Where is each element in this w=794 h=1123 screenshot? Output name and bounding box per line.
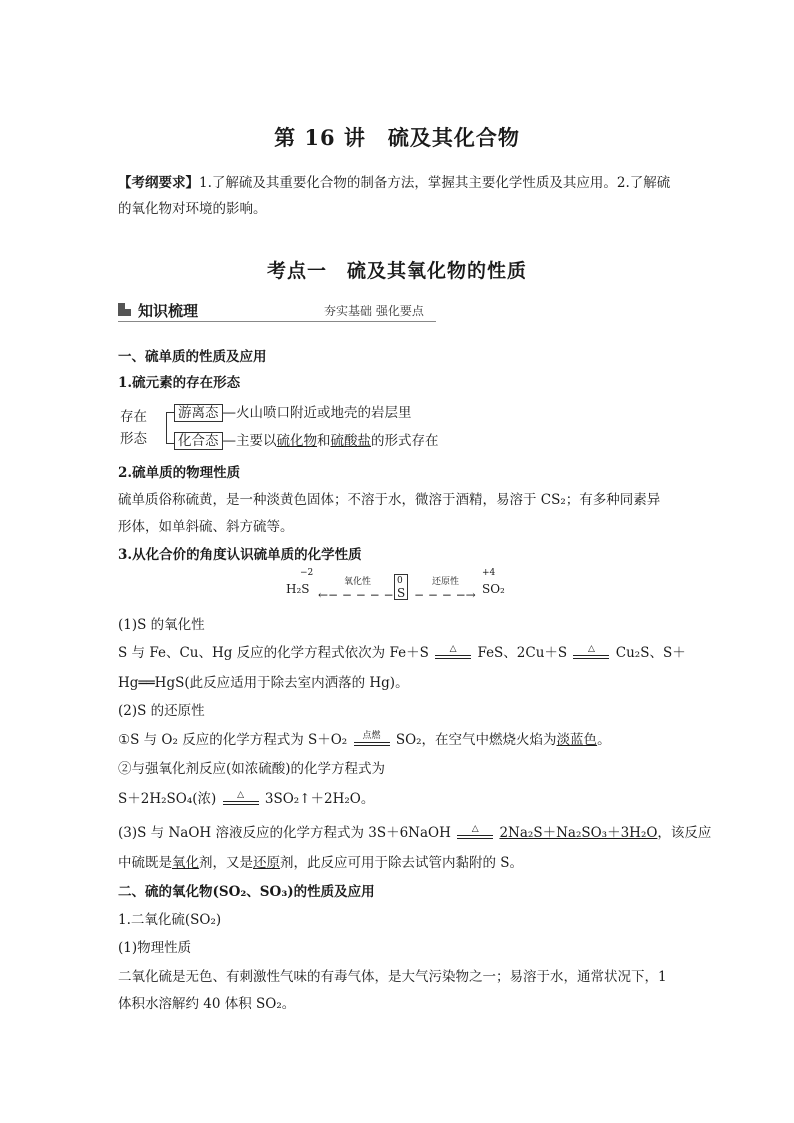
reducing-acid-left: S＋2H₂SO₄(浓) [118, 791, 217, 807]
valence-so2-value: +4 [482, 568, 496, 578]
exam-requirement-text: 1.了解硫及其重要化合物的制备方法，掌握其主要化学性质及其应用。2.了解硫 [199, 175, 671, 191]
physical-text-1: 硫单质俗称硫黄，是一种淡黄色固体；不溶于水，微溶于酒精，易溶于 CS₂；有多种同素异 [118, 492, 661, 508]
diagram-desc-free: —火山喷口附近或地壳的岩层里 [222, 405, 412, 421]
diagram-sulfide: 硫化物 [276, 433, 317, 449]
diagram-row-2 [174, 430, 439, 452]
heading-sulfur: 一、硫单质的性质及应用 [118, 349, 267, 365]
reducing-acid-eq [118, 788, 374, 810]
so2-text-2: 体积水溶解约 40 体积 SO₂。 [118, 996, 296, 1012]
banner-divider [118, 321, 436, 322]
naoh-explain [118, 852, 523, 874]
diagram-desc-c: 的形式存在 [371, 433, 439, 449]
heading-so2-physical: (1)物理性质 [118, 940, 192, 956]
reducing-o2-end: 。 [597, 732, 611, 748]
valence-s-box [394, 574, 408, 600]
oxidizing-agent: 氧化 [172, 855, 199, 871]
banner-square-notch [125, 303, 131, 309]
diagram-box-free: 游离态 [174, 404, 223, 422]
heading-chemical: 3.从化合价的角度认识硫单质的化学性质 [118, 547, 362, 563]
valence-diagram [286, 570, 526, 604]
heat-condition [571, 643, 611, 661]
existence-diagram [118, 400, 538, 456]
diagram-box-combined: 化合态 [174, 432, 223, 450]
knowledge-banner [118, 300, 436, 322]
oxidizing-eq-a: S 与 Fe、Cu、Hg 反应的化学方程式依次为 Fe＋S [118, 645, 429, 661]
heat-symbol: △ [449, 643, 457, 654]
diagram-left-1: 存在 [120, 409, 147, 425]
heading-physical: 2.硫单质的物理性质 [118, 465, 241, 481]
valence-s-value: 0 [397, 576, 403, 586]
so2-text-1: 二氧化硫是无色、有刺激性气味的有毒气体，是大气污染物之一；易溶于水，通常状况下，1 [118, 969, 667, 985]
heat-condition [221, 789, 261, 807]
naoh-explain-a: 中硫既是 [118, 855, 172, 871]
naoh-explain-c: 剂，此反应可用于除去试管内黏附的 S。 [280, 855, 524, 871]
oxidizing-eq-b: FeS、2Cu＋S [477, 645, 568, 661]
naoh-eq-left: (3)S 与 NaOH 溶液反应的化学方程式为 3S＋6NaOH [118, 825, 451, 841]
reducing-o2-a: ①S 与 O₂ 反应的化学方程式为 S＋O₂ [118, 732, 348, 748]
heat-condition [433, 643, 473, 661]
valence-reducing: 还原性 [432, 577, 460, 587]
banner-tag: 夯实基础 强化要点 [324, 304, 424, 318]
reducing-agent: 还原 [253, 855, 280, 871]
reducing-o2-b: SO₂，在空气中燃烧火焰为 [395, 732, 557, 748]
valence-arrow-left: ←− − − − − [318, 588, 394, 602]
lecture-title: 第 16 讲 硫及其化合物 [274, 125, 520, 150]
naoh-line [118, 822, 711, 844]
diagram-left-2: 形态 [120, 431, 147, 447]
reducing-acid-right: 3SO₂↑＋2H₂O。 [264, 791, 375, 807]
heading-oxides: 二、硫的氧化物(SO₂、SO₃)的性质及应用 [118, 884, 375, 900]
diagram-desc-b: 和 [317, 433, 331, 449]
valence-h2s: H₂S [286, 582, 310, 596]
banner-label: 知识梳理 [138, 302, 199, 320]
naoh-eq-products: 2Na₂S＋Na₂SO₃＋3H₂O [499, 825, 658, 841]
reducing-o2-line [118, 729, 611, 751]
exam-requirement-line1 [118, 172, 670, 194]
valence-so2: SO₂ [482, 582, 505, 596]
valence-oxidizing: 氧化性 [344, 577, 372, 587]
heading-existence: 1.硫元素的存在形态 [118, 375, 241, 391]
ignite-label: 点燃 [362, 730, 381, 741]
oxidizing-eq-line [118, 642, 686, 664]
flame-color: 淡蓝色 [556, 732, 598, 748]
valence-s: S [397, 586, 406, 600]
exam-requirement-tag: 【考纲要求】 [118, 175, 199, 191]
diagram-sulfate: 硫酸盐 [330, 433, 371, 449]
reducing-heading: (2)S 的还原性 [118, 703, 205, 719]
diagram-desc-a: —主要以 [222, 433, 277, 449]
naoh-eq-tail: ，该反应 [657, 825, 712, 841]
oxidizing-eq-d: Hg══HgS(此反应适用于除去室内洒落的 Hg)。 [118, 675, 409, 691]
valence-h2s-value: −2 [300, 568, 314, 578]
reducing-acid-heading: ②与强氧化剂反应(如浓硫酸)的化学方程式为 [118, 761, 386, 777]
physical-text-2: 形体，如单斜硫、斜方硫等。 [118, 519, 294, 535]
heat-symbol: △ [471, 823, 479, 834]
heat-symbol: △ [588, 643, 595, 654]
section-title: 考点一 硫及其氧化物的性质 [266, 260, 527, 282]
exam-requirement-line2: 的氧化物对环境的影响。 [118, 201, 267, 217]
ignite-condition [352, 730, 392, 748]
diagram-row-1 [174, 402, 412, 424]
heading-so2: 1.二氧化硫(SO₂) [118, 912, 222, 928]
heat-condition [455, 823, 495, 841]
oxidizing-heading: (1)S 的氧化性 [118, 617, 205, 633]
oxidizing-eq-c: Cu₂S、S＋ [615, 645, 686, 661]
heat-symbol: △ [237, 789, 245, 800]
valence-arrow-right: − − − −→ [414, 588, 476, 602]
naoh-explain-b: 剂，又是 [199, 855, 253, 871]
